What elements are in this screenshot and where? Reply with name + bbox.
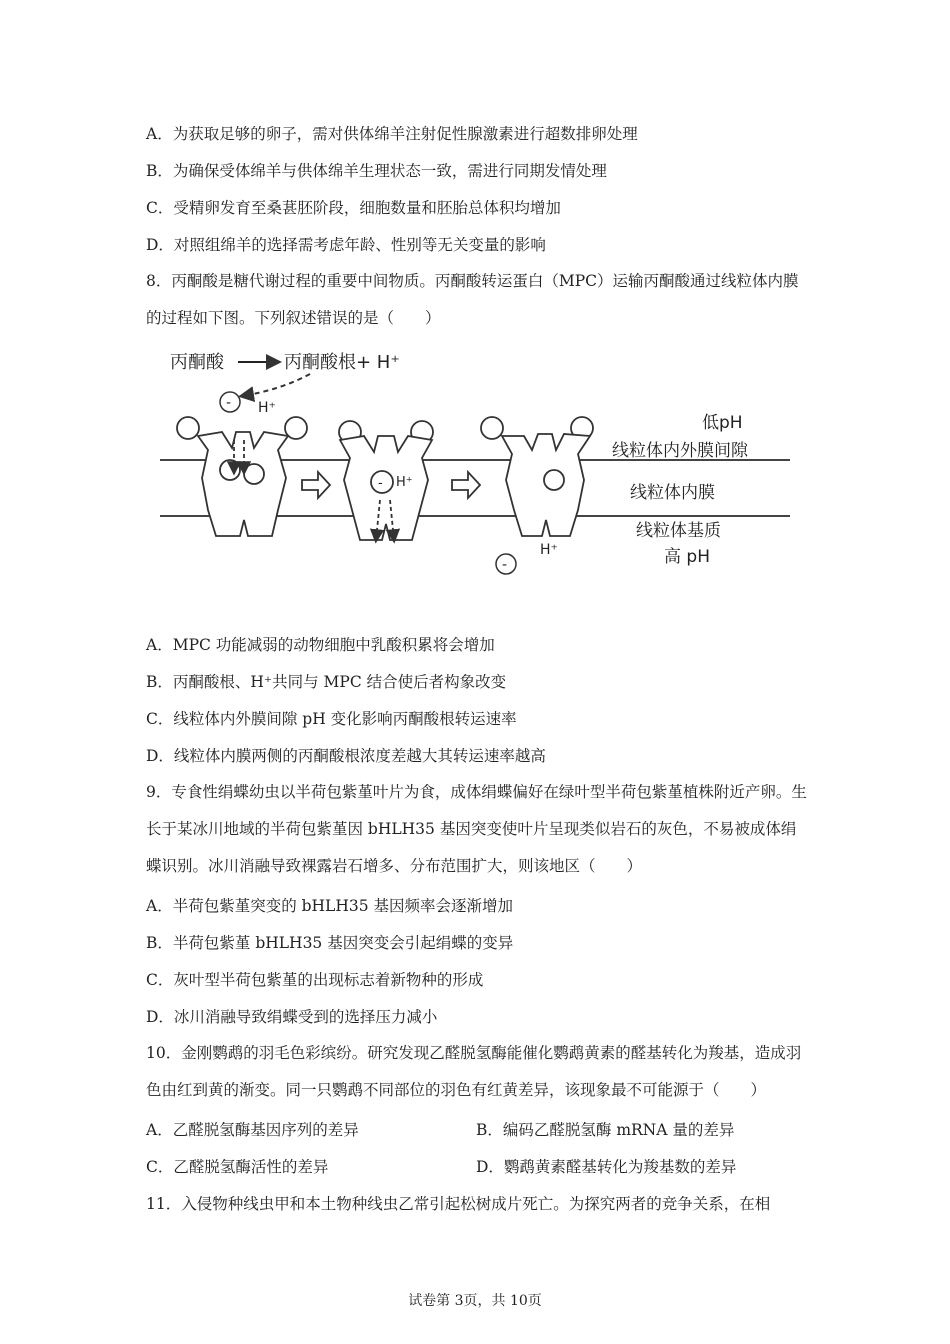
h-plus-label-top: H⁺: [258, 400, 276, 416]
q9-option-c: C．灰叶型半荷包紫堇的出现标志着新物种的形成: [146, 971, 484, 989]
q9-option-a: A．半荷包紫堇突变的 bHLH35 基因频率会逐渐增加: [146, 897, 514, 915]
q8-option-a: A．MPC 功能减弱的动物细胞中乳酸积累将会增加: [146, 636, 495, 654]
mpc-protein-state-3: [481, 417, 593, 536]
reaction-pyruvate-h: 丙酮酸根+ H⁺: [284, 352, 400, 373]
label-inner-membrane: 线粒体内膜: [630, 483, 715, 503]
svg-text:-: -: [502, 557, 508, 573]
q8-option-c: C．线粒体内外膜间隙 pH 变化影响丙酮酸根转运速率: [146, 710, 517, 728]
q9-stem: 9．专食性绢蝶幼虫以半荷包紫堇叶片为食，成体绢蝶偏好在绿叶型半荷包紫堇植株附近产卵。生长于某冰川地域的半荷包紫堇因 bHLH35 基因突变使叶片呈现类似岩石的灰色，不易被成体绢蝶识别。冰川消融导致裸露岩石增多、分布范围扩大，则该地区（ ）: [146, 783, 807, 875]
reaction-pyruvic-acid: 丙酮酸: [170, 352, 224, 373]
q7-option-c: C．受精卵发育至桑葚胚阶段，细胞数量和胚胎总体积均增加: [146, 199, 561, 217]
q7-option-d: D．对照组绵羊的选择需考虑年龄、性别等无关变量的影响: [146, 236, 546, 254]
q9-option-d: D．冰川消融导致绢蝶受到的选择压力减小: [146, 1008, 438, 1026]
q8-stem: 8．丙酮酸是糖代谢过程的重要中间物质。丙酮酸转运蛋白（MPC）运输丙酮酸通过线粒体内膜的过程如下图。下列叙述错误的是（ ）: [146, 272, 799, 327]
mpc-transport-diagram: [150, 340, 790, 590]
label-intermembrane-space: 线粒体内外膜间隙: [612, 441, 748, 461]
transition-arrow-2: [452, 472, 480, 498]
q10-option-b: B．编码乙醛脱氢酶 mRNA 量的差异: [476, 1121, 735, 1139]
page-footer: 试卷第 3页，共 10页: [408, 1293, 542, 1309]
q10-option-d: D．鹦鹉黄素醛基转化为羧基数的差异: [476, 1158, 737, 1176]
q7-option-a: A．为获取足够的卵子，需对供体绵羊注射促性腺激素进行超数排卵处理: [146, 125, 638, 143]
q11-stem: 11．入侵物种线虫甲和本土物种线虫乙常引起松树成片死亡。为探究两者的竞争关系，在相: [146, 1195, 771, 1213]
mpc-protein-state-2: [339, 421, 433, 540]
q10-stem: 10．金刚鹦鹉的羽毛色彩缤纷。研究发现乙醛脱氢酶能催化鹦鹉黄素的醛基转化为羧基，造成羽色由红到黄的渐变。同一只鹦鹉不同部位的羽色有红黄差异，该现象最不可能源于（ ）: [146, 1044, 802, 1099]
h-plus-label-bottom: H⁺: [540, 542, 558, 558]
q8-option-b: B．丙酮酸根、H⁺共同与 MPC 结合使后者构象改变: [146, 673, 507, 691]
q9-option-b: B．半荷包紫堇 bHLH35 基因突变会引起绢蝶的变异: [146, 934, 514, 952]
mpc-protein-state-1: [177, 417, 307, 536]
bound-h-plus: H⁺: [396, 475, 413, 490]
q8-option-d: D．线粒体内膜两侧的丙酮酸根浓度差越大其转运速率越高: [146, 747, 546, 765]
q10-option-a: A．乙醛脱氢酶基因序列的差异: [146, 1121, 359, 1139]
svg-text:-: -: [226, 395, 232, 411]
q10-option-c: C．乙醛脱氢酶活性的差异: [146, 1158, 329, 1176]
label-matrix: 线粒体基质: [636, 521, 721, 541]
transition-arrow-1: [302, 472, 330, 498]
q7-option-b: B．为确保受体绵羊与供体绵羊生理状态一致，需进行同期发情处理: [146, 162, 607, 180]
label-high-ph: 高 pH: [664, 547, 710, 567]
bound-pyruvate-minus: -: [378, 476, 383, 491]
label-low-ph: 低pH: [702, 413, 743, 433]
dashed-arrow-to-ion: [242, 374, 310, 396]
